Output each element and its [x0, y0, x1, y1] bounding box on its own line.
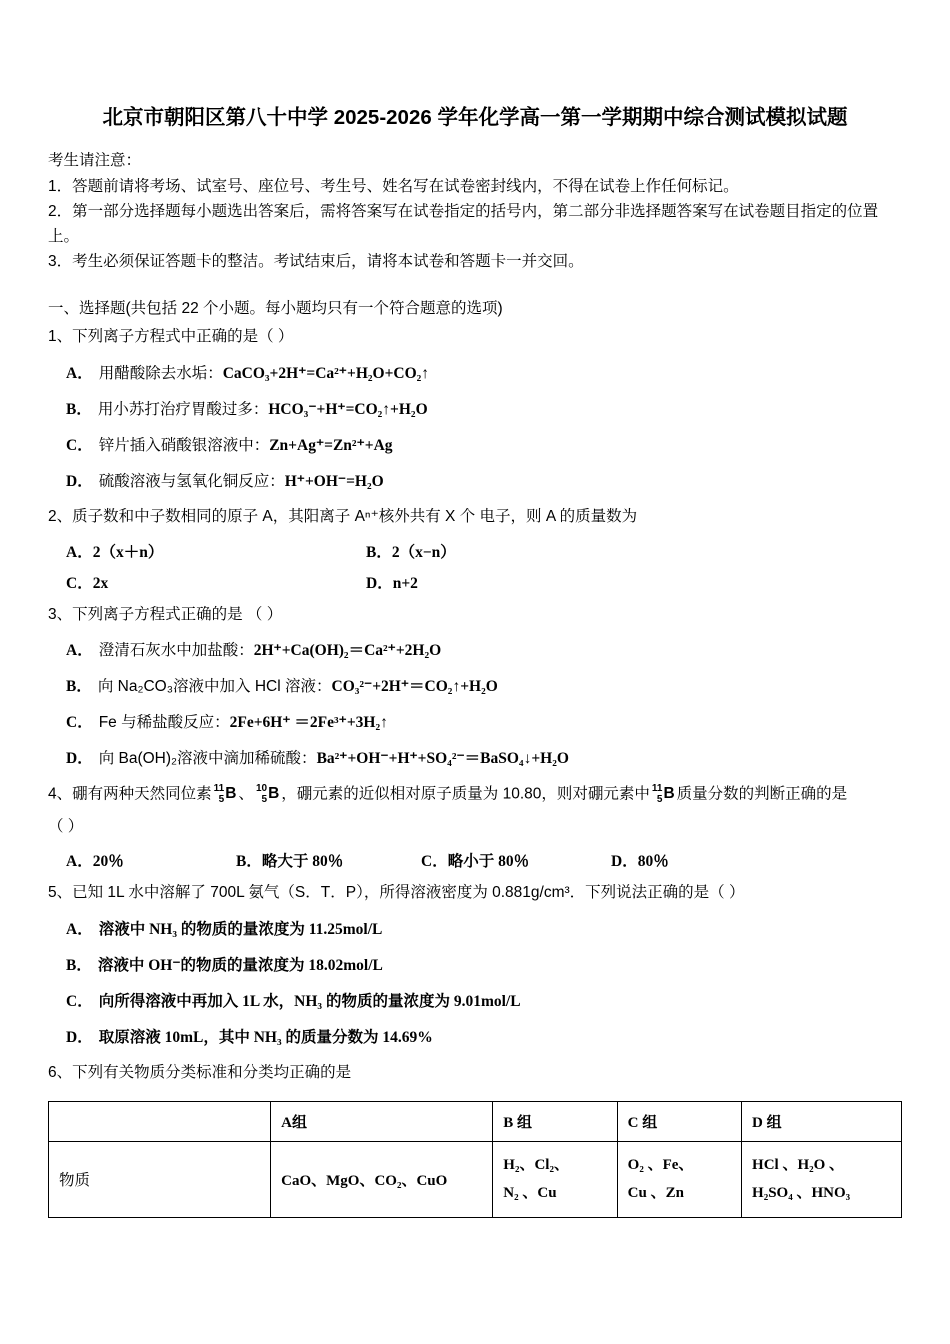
question-4-option-b[interactable] [236, 849, 421, 871]
option-formula: H⁺+OH⁻=H₂O [284, 473, 384, 491]
option-formula: 向所得溶液中再加入 1L 水，NH₃ 的物质的量浓度为 9.01mol/L [98, 993, 521, 1011]
question-1-text: 下列离子方程式中正确的是（ ） [72, 328, 294, 346]
option-label: D． [66, 1029, 93, 1047]
notice-heading: 考生请注意： [48, 152, 142, 169]
option-label: A． [66, 543, 93, 561]
notice-line-2: 2．第一部分选择题每小题选出答案后，需将答案写在试卷指定的括号内，第二部分非选择题答案写在试卷题目指定的位置上。 [48, 203, 879, 246]
option-formula: HCO₃⁻+H⁺=CO₂↑+H₂O [268, 400, 428, 418]
option-text: 略大于 80％ [261, 853, 344, 871]
table-cell-c-line2: Cu 、Zn [627, 1185, 684, 1202]
question-4-stem [48, 781, 902, 808]
option-formula: 2Fe+6H⁺ ＝2Fe³⁺+3H₂↑ [229, 714, 388, 732]
question-3-number: 3、 [48, 605, 73, 623]
question-4-option-d[interactable] [611, 849, 669, 871]
option-text: 2（x−n） [391, 543, 456, 561]
option-text: 80％ [637, 853, 669, 871]
page-title: 北京市朝阳区第八十中学 2025-2026 学年化学高一第一学期期中综合测试模拟试题 [102, 106, 848, 129]
option-cn: 向 Na₂CO₃溶液中加入 HCl 溶液： [97, 678, 332, 696]
option-label: A． [66, 853, 93, 871]
option-cn: 用小苏打治疗胃酸过多： [97, 400, 269, 418]
question-6-number: 6、 [48, 1064, 73, 1082]
table-header-group-a: A组 [271, 1101, 493, 1141]
option-label: B． [66, 956, 92, 974]
table-cell-b-line2: N₂ 、Cu [503, 1185, 557, 1202]
question-2-options-row-1 [66, 540, 902, 562]
option-label: C． [66, 437, 93, 455]
question-3-option-c[interactable] [66, 709, 902, 736]
table-header-group-b: B 组 [493, 1101, 617, 1141]
option-label: A． [66, 920, 93, 938]
question-1-option-c[interactable] [66, 432, 902, 459]
option-label: B． [66, 678, 92, 696]
question-3-option-d[interactable] [66, 745, 902, 772]
question-2-option-c[interactable] [66, 571, 366, 593]
question-5-number: 5、 [48, 884, 73, 902]
question-3-option-b[interactable] [66, 673, 902, 700]
question-1-number: 1、 [48, 328, 73, 346]
question-4-number: 4、 [48, 785, 73, 803]
isotope-mass-number: 11 [651, 783, 663, 795]
option-text: 2（x＋n） [92, 543, 164, 561]
table-row [49, 1141, 902, 1217]
isotope-b10 [256, 781, 279, 808]
table-cell-d-line2: H₂SO₄ 、HNO₃ [752, 1185, 851, 1202]
isotope-mass-number: 11 [213, 783, 225, 795]
isotope-atomic-number: 5 [261, 793, 268, 805]
option-cn: Fe 与稀盐酸反应： [98, 714, 230, 732]
option-label: D． [66, 473, 93, 491]
isotope-b11-first [214, 781, 237, 808]
option-cn: 用醋酸除去水垢： [98, 364, 223, 382]
question-2-number: 2、 [48, 508, 73, 526]
table-row-label: 物质 [49, 1141, 271, 1217]
question-4-text-part2: 、 [238, 785, 254, 803]
notice-line-1: 1．答题前请将考场、试室号、座位号、考生号、姓名写在试卷密封线内，不得在试卷上作任何标记。 [48, 178, 739, 195]
question-5-option-d[interactable] [66, 1024, 902, 1051]
option-text: n+2 [392, 574, 418, 592]
question-2-option-b[interactable] [366, 540, 456, 562]
question-5-option-a[interactable] [66, 916, 902, 943]
table-cell-a: CaO、MgO、CO₂、CuO [271, 1141, 493, 1217]
question-6-text: 下列有关物质分类标准和分类均正确的是 [72, 1064, 352, 1082]
question-1-option-d[interactable] [66, 468, 902, 495]
option-label: C． [421, 853, 448, 871]
question-6-stem [48, 1060, 902, 1086]
table-cell-b-line1: H₂、Cl₂、 [503, 1156, 569, 1173]
option-label: B． [366, 543, 392, 561]
option-formula: 溶液中 NH₃ 的物质的量浓度为 11.25mol/L [98, 920, 383, 938]
isotope-atomic-number: 5 [656, 793, 663, 805]
section-heading: 一、选择题(共包括 22 个小题。每小题均只有一个符合题意的选项) [48, 300, 503, 318]
notice-line-3: 3．考生必须保证答题卡的整洁。考试结束后，请将本试卷和答题卡一并交回。 [48, 253, 584, 271]
question-4-text-part3: ，硼元素的近似相对原子质量为 10.80，则对硼元素中 [281, 785, 650, 803]
table-header-blank [49, 1101, 271, 1141]
classification-table [48, 1101, 902, 1218]
question-4-text-part4: 质量分数的判断正确的是 [676, 785, 848, 803]
question-4-option-a[interactable] [66, 849, 236, 871]
question-5-option-b[interactable] [66, 952, 902, 979]
option-label: A． [66, 364, 93, 382]
option-label: D． [366, 574, 393, 592]
option-label: B． [66, 400, 92, 418]
isotope-atomic-number: 5 [218, 793, 225, 805]
table-cell-c-line1: O₂ 、Fe、 [627, 1156, 694, 1173]
question-2-stem [48, 504, 902, 530]
option-formula: CaCO₃+2H⁺=Ca²⁺+H₂O+CO₂↑ [222, 364, 430, 382]
isotope-mass-number: 10 [255, 783, 268, 795]
question-2-option-a[interactable] [66, 540, 366, 562]
option-formula: 溶液中 OH⁻的物质的量浓度为 18.02mol/L [97, 956, 383, 974]
option-formula: Ba²⁺+OH⁻+H⁺+SO₄²⁻＝BaSO₄↓+H₂O [316, 750, 569, 768]
table-cell-d-line1: HCl 、H₂O 、 [752, 1156, 845, 1173]
question-2-option-d[interactable] [366, 571, 418, 593]
option-formula: 取原溶液 10mL，其中 NH₃ 的质量分数为 14.69% [98, 1029, 433, 1047]
table-header-row [49, 1101, 902, 1141]
question-4-stem-cont: （ ） [48, 818, 84, 836]
question-1-option-a[interactable] [66, 360, 902, 387]
table-header-group-d: D 组 [742, 1101, 902, 1141]
table-cell-d [742, 1141, 902, 1217]
question-2-options-row-2 [66, 571, 902, 593]
question-3-stem [48, 602, 902, 628]
option-label: D． [611, 853, 638, 871]
question-5-stem [48, 880, 902, 906]
question-5-option-c[interactable] [66, 988, 902, 1015]
question-2-text: 质子数和中子数相同的原子 A，其阳离子 Aⁿ⁺核外共有 X 个 电子，则 A 的质量数为 [72, 508, 638, 526]
option-cn: 锌片插入硝酸银溶液中： [98, 437, 270, 455]
table-cell-c [617, 1141, 741, 1217]
option-formula: 2H⁺+Ca(OH)₂＝Ca²⁺+2H₂O [253, 641, 442, 659]
option-cn: 硫酸溶液与氢氧化铜反应： [98, 473, 285, 491]
option-cn: 向 Ba(OH)₂溶液中滴加稀硫酸： [98, 750, 317, 768]
question-5-text: 已知 1L 水中溶解了 700L 氨气（S．T．P），所得溶液密度为 0.881g/cm³．下列说法正确的是（ ） [72, 884, 745, 902]
isotope-symbol: B [663, 785, 675, 803]
isotope-symbol: B [268, 785, 280, 803]
option-label: C． [66, 993, 93, 1011]
question-1-option-b[interactable] [66, 396, 902, 423]
question-1-stem [48, 324, 902, 350]
option-label: D． [66, 750, 93, 768]
option-cn: 澄清石灰水中加盐酸： [98, 641, 254, 659]
table-cell-b [493, 1141, 617, 1217]
option-label: B． [236, 853, 262, 871]
question-3-text: 下列离子方程式正确的是 （ ） [72, 605, 283, 623]
question-4-options-row [66, 849, 902, 871]
option-label: A． [66, 641, 93, 659]
question-3-option-a[interactable] [66, 637, 902, 664]
isotope-b11-second [652, 781, 675, 808]
option-label: C． [66, 574, 93, 592]
option-text: 20％ [92, 853, 124, 871]
question-4-option-c[interactable] [421, 849, 611, 871]
option-text: 2x [92, 574, 109, 592]
isotope-symbol: B [225, 785, 237, 803]
option-text: 略小于 80％ [447, 853, 530, 871]
option-formula: CO₃²⁻+2H⁺＝CO₂↑+H₂O [331, 678, 498, 696]
question-4-text-part1: 硼有两种天然同位素 [72, 785, 212, 803]
option-formula: Zn+Ag⁺=Zn²⁺+Ag [269, 437, 393, 455]
option-label: C． [66, 714, 93, 732]
table-header-group-c: C 组 [617, 1101, 741, 1141]
